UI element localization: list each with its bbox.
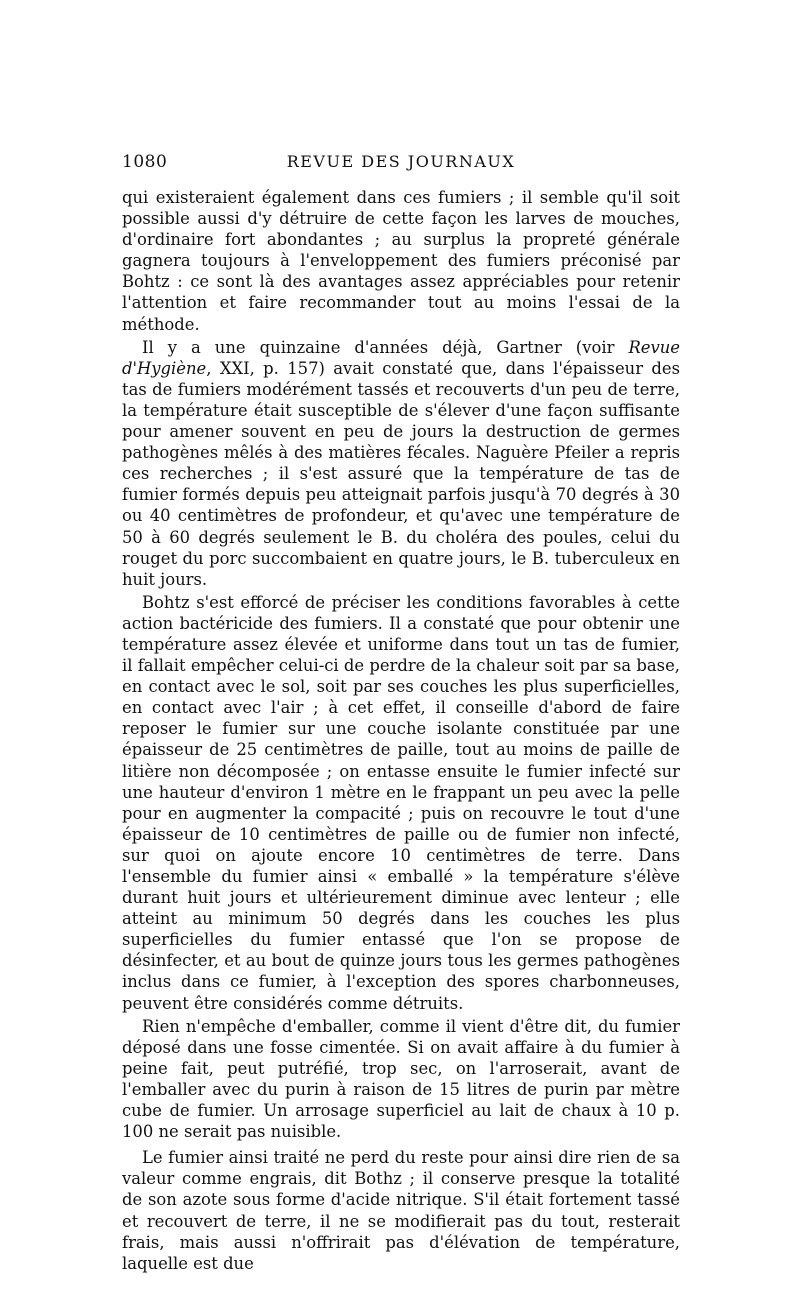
page-number: 1080 xyxy=(122,152,168,172)
paragraph-2-part-1: Il y a une quinzaine d'années déjà, Gartner (voir xyxy=(142,337,629,357)
paragraph-2 xyxy=(122,337,680,590)
paragraph-4: Rien n'empêche d'emballer, comme il vient d'être dit, du fumier déposé dans une fosse cimentée. Si on avait affaire à du fumier à peine fait, peut putréfié, trop sec, on l'arroserait, avant de l'emballer avec du purin à raison de 15 litres de purin par mètre cube de fumier. Un arrosage superficiel au lait de chaux à 10 p. 100 ne serait pas nuisible. xyxy=(122,1016,680,1142)
paragraph-5: Le fumier ainsi traité ne perd du reste pour ainsi dire rien de sa valeur comme engrais, dit Bothz ; il conserve presque la totalité de son azote sous forme d'acide nitrique. S'il était fortement tassé et recouvert de terre, il ne se modifierait pas du tout, resterait frais, mais aussi n'offrirait pas d'élévation de température, laquelle est due xyxy=(122,1148,680,1273)
page-header xyxy=(122,152,680,180)
journal-citation: Revue d'Hygiène xyxy=(122,337,680,378)
body-text xyxy=(122,187,680,1274)
paragraph-3: Bohtz s'est efforcé de préciser les conditions favorables à cette action bactéricide des fumiers. Il a constaté que pour obtenir une température assez élevée et uniforme dans tout un tas de fumier, il fallait empêcher celui-ci de perdre de la chaleur soit par sa base, en contact avec le sol, soit par ses couches les plus superficielles, en contact avec l'air ; à cet effet, il conseille d'abord de faire reposer le fumier sur une couche isolante constituée par une épaisseur de 25 centimètres de paille, tout au moins de paille de litière non décomposée ; on entasse ensuite le fumier infecté sur une hauteur d'environ 1 mètre en le frappant un peu avec la pelle pour en augmenter la compacité ; puis on recouvre le tout d'une épaisseur de 10 centimètres de paille ou de fumier non infecté, sur quoi on ajoute encore 10 centimètres de terre. Dans l'ensemble du fumier ainsi « emballé » la température s'élève durant huit jours et ultérieurement diminue avec lenteur ; elle atteint au minimum 50 degrés dans les couches les plus superficielles du fumier entassé que l'on se propose de désinfecter, et au bout de quinze jours tous les germes pathogènes inclus dans ce fumier, à l'exception des spores charbonneuses, peuvent être considérés comme détruits. xyxy=(122,592,680,1013)
running-title: REVUE DES JOURNAUX xyxy=(286,152,516,171)
paragraph-2-part-2: , XXI, p. 157) avait constaté que, dans l'épaisseur des tas de fumiers modérément tassés et recouverts d'un peu de terre, la température était susceptible de s'élever d'une façon suffisante pour amener souvent en peu de jours la destruction de germes pathogènes mêlés à des matières fécales. Naguère Pfeiler a repris ces recherches ; il s'est assuré que la température de tas de fumier formés depuis peu atteignait parfois jusqu'à 70 degrés à 30 ou 40 centimètres de profondeur, et qu'avec une température de 50 à 60 degrés seulement le B. du choléra des poules, celui du rouget du porc succombaient en quatre jours, le B. tuberculeux en huit jours. xyxy=(122,358,680,589)
paragraph-1: qui existeraient également dans ces fumiers ; il semble qu'il soit possible aussi d'y détruire de cette façon les larves de mouches, d'ordinaire fort abondantes ; au surplus la propreté générale gagnera toujours à l'enveloppement des fumiers préconisé par Bohtz : ce sont là des avantages assez appréciables pour retenir l'attention et faire recommander tout au moins l'essai de la méthode. xyxy=(122,188,680,334)
